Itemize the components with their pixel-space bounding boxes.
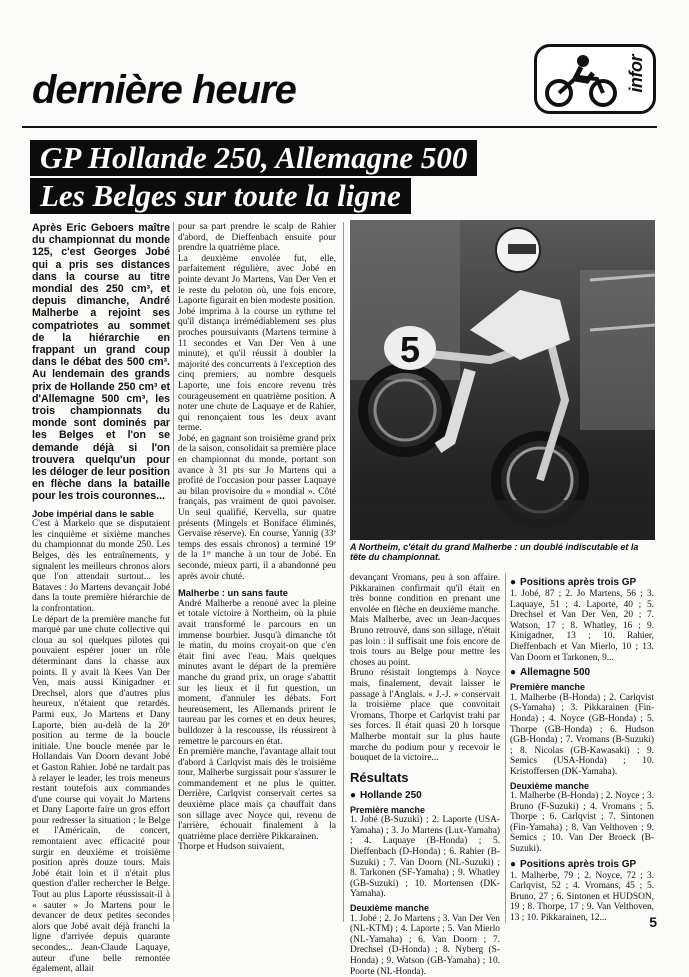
results-heading: Résultats	[350, 769, 409, 785]
body-paragraph: Le départ de la première manche fut marqué par une chute collective qui cloua au sol quelques pilotes qui pouvaient espérer jouer un rôle déterminant dans la chasse aux points. Il y avait là Kees Van Der Ven, mais aussi Kinigadner et Drechsel, alors que d'autres plus heureux, n'étaient que retardés. Parmi eux, Jo Martens et Dany Laporte, bien au-delà de la 20ᵉ position au terme de la boucle initiale. Une boucle menée par le Hollandais Van Doorn devant Jobé et Gaston Rahier. Jobé ne tardait pas à relayer le leader, les trois meneurs restant toutefois aux commandes d'une course qui voyait Jo Martens et Dany Laporte faire un gros effort pour redresser la situation ; le Belge et l'Américain, de concert, remontaient avec efficacité pour surgir en deuxième et troisième position après douze tours. Mais Jobé était loin et il n'était plus question d'aller rechercher le Belge. Tout au plus Laporte réussissait-il à « sauter » Jo Martens pour le devancer de deux petites secondes alors que Jobé avait déjà franchi la ligne d'arrivée depuis quarante secondes... Jean-Claude Laquaye, auteur d'une belle remontée également, allait	[32, 614, 170, 975]
column-divider	[173, 222, 174, 922]
body-paragraph: devançant Vromans, peu à son affaire. Pikkarainen confirmait qu'il était en très bonne condition en prenant une envolée en flèche en deuxième manche. Mais Malherbe, avec un Jean-Jacques Bruno retrouvé, dans son sillage, n'était pas loin : il suffisait une fois encore de trois tours au Belge pour mettre les choses au point.	[350, 573, 500, 668]
results-subheading: Deuxième manche	[510, 780, 590, 791]
results-section-hollande-250: ● Hollande 250	[350, 790, 500, 802]
photo-caption: A Northeim, c'était du grand Malherbe : un doublé indiscutable et la tête du championnat.	[350, 542, 639, 562]
body-paragraph: pour sa part prendre le scalp de Rahier d'abord, de Dieffenbach ensuite pour prendre la quatrième place.	[178, 222, 336, 254]
column-divider	[505, 573, 506, 923]
body-paragraph: En première manche, l'avantage allait tout d'abord à Carlqvist mais dès le troisième tour, Malherbe surgissait pour s'assurer le commandement et ne plus le quitter. Derrière, Carlqvist conservait certes sa deuxième place mais ça chauffait dans son sillage avec Noyce qui, revenu de l'arrière, échouait finalement à la quatrième place derrière Pikkarainen.	[178, 747, 336, 842]
results-section-positions-250: ● Positions après trois GP	[510, 577, 654, 589]
infor-logo	[534, 44, 656, 114]
results-subheading: Première manche	[350, 804, 426, 815]
headline-line-2	[30, 178, 411, 214]
results-list: 1. Malherbe (B-Honda) ; 2. Noyce ; 3. Bruno (F-Suzuki) ; 4. Vromans ; 5. Thorpe ; 6. Carlqvist ; 7. Sintonen (Fin-Yamaha) ; 8. Van Velthoven ; 9. Semics ; 10. Van Der Broeck (B-Suzuki).	[510, 791, 654, 855]
results-section-allemagne-500: ● Allemagne 500	[510, 667, 654, 679]
body-paragraph: La deuxième envolée fut, elle, parfaitement régulière, avec Jobé en pointe devant Jo Martens, Van Der Ven et le reste du peloton où, une fois encore, Laporte figurait en bien modeste position.	[178, 253, 336, 307]
body-paragraph: André Malherbe a renoué avec la pleine et totale victoire à Northeim, où la pluie avait transformé le parcours en un immense bourbier. Jusqu'à dimanche tôt le matin, du moins croyait-on que c'en était fini avec l'eau. Mais quelques minutes avant le départ de la première manche du grand prix, un orage s'abattit sur les lieux et il fut question, un moment, d'annuler les débats. Fort heureusement, les Allemands prirent le taureau par les cornes et en deux heures, bulldozer à la rescousse, ils réussirent à remettre le parcours en état.	[178, 598, 336, 747]
article-column-1	[32, 222, 170, 975]
body-paragraph: Bruno résistait longtemps à Noyce mais, finalement, devait laisser le passage à l'Anglais. « J.-J. » conservait la troisième place que convoitait Vromans, Thorpe et Carlqvist trahi par ses forces. Il était quasi 20 h lorsque Malherbe montait sur la plus haute marche du podium pour y recevoir le bouquet de la victoire...	[350, 668, 500, 764]
motocross-photo-image	[350, 220, 655, 540]
results-list: 1. Jobé ; 2. Jo Martens ; 3. Van Der Ven (NL-KTM) ; 4. Laporte ; 5. Van Mierlo (NL-Yamaha) ; 6. Van Doorn ; 7. Drechsel (D-Honda) ; 8. Nyberg (S-Honda) ; 9. Watson (GB-Yamaha) ; 10. Poorte (NL-Honda).	[350, 913, 500, 977]
headline-line-1	[30, 140, 477, 176]
article-column-4	[510, 573, 654, 924]
article-column-2	[178, 222, 336, 853]
logo-wordmark: infor	[626, 55, 646, 93]
body-paragraph: C'est à Markelo que se disputaient les cinquième et sixième manches du championnat du monde 250. Les Belges, dès les entraînements, y signalent les meilleurs chronos alors que l'on attendait surtout... les Bataves : Jo Martens devançait Jobé dans la toute première hiérarchie de la confrontation.	[32, 519, 170, 615]
results-list: 1. Jobé, 87 ; 2. Jo Martens, 56 ; 3. Laquaye, 51 ; 4. Laporte, 40 ; 5. Drechsel et Van Der Ven, 20 ; 7. Watson, 17 ; 8. Whatley, 16 ; 9. Kinigadner, 13 ; 10. Rahier, Dieffenbach et Van Mierlo, 10 ; 13. Van Doorn et Tarkonen, 9...	[510, 589, 654, 663]
section-title: dernière heure	[32, 68, 296, 112]
headline-line-2-text: Les Belges sur toute la ligne	[40, 178, 401, 213]
results-list: 1. Malherbe (B-Honda) ; 2. Carlqvist (S-Yamaha) ; 3. Pikkarainen (Fin-Honda) ; 4. Noyce (GB-Honda) ; 5. Thorpe (GB-Honda) ; 6. Hudson (GB-Honda) ; 7. Vromans (B-Suzuki) ; 8. Nicolas (GB-Kawasaki) ; 9. Semics (USA-Honda) ; 10. Kristoffersen (DK-Yamaha).	[510, 692, 654, 777]
motocross-rider-icon	[541, 51, 621, 109]
article-column-3	[350, 573, 500, 977]
column-divider	[343, 222, 344, 922]
body-paragraph: Jobé imprima à la course un rythme tel qu'il distança irrémédiablement ses plus proches poursuivants (Martens termine à 11 secondes et Van Der Ven à une minute), et qu'il réussit à doubler la majorité des concurrents à l'exception des cinq premiers, au nombre desquels Laporte, une fois encore revenu très courageusement en quatrième position. A noter une chute de Laquaye et de Rahier, qui renonçaient tous les deux avant terme.	[178, 306, 336, 434]
headline-line-1-text: GP Hollande 250, Allemagne 500	[40, 140, 468, 175]
results-subheading: Première manche	[510, 682, 586, 693]
results-subheading: Deuxième manche	[350, 903, 430, 914]
subheading-jobe: Jobe impérial dans le sable	[32, 507, 154, 519]
header-rule	[22, 126, 657, 128]
results-list: 1. Jobé (B-Suzuki) ; 2. Laporte (USA-Yamaha) ; 3. Jo Martens (Lux-Yamaha) ; 4. Laquaye (B-Honda) ; 5. Dieffenbach (D-Honda) ; 6. Rahier (B-Suzuki) ; 7. Van Doorn (NL-Suzuki) ; 8. Tarkonen (SF-Yamaha) ; 9. Whatley (GB-Suzuki) ; 10. Mortensen (DK-Yamaha).	[350, 815, 500, 900]
lead-paragraph: Après Eric Geboers maître du championnat du monde 125, c'est Georges Jobé qui a pris ses distances dans la course au titre mondial des 250 cm³, et depuis dimanche, André Malherbe a rejoint ses compatriotes au sommet de la hiérarchie en frappant un grand coup dans le débat des 500 cm³. Au lendemain des grands prix de Hollande 250 cm³ et d'Allemagne 500 cm³, les trois championnats du monde sont dominés par les Belges et l'on se demande déjà si l'on trouvera quelqu'un pour les déloger de leur position en flèche dans la bataille pour les trois couronnes...	[32, 222, 170, 503]
page-number: 5	[649, 914, 657, 930]
body-paragraph: Jobé, en gagnant son troisième grand prix de la saison, consolidait sa première place en championnat du monde, portant son avance à 31 pts sur Jo Martens qui a profité de l'occasion pour passer Laquaye au bilan provisoire du « mondial ». Côté français, pas vraiment de quoi pavoiser. Un seul qualifié, Kervella, sur quatre présents (Mingels et Boniface éliminés, Gervaise réserve). En course, Yannig (33ᵉ temps des essais chronos) a terminé 19ᵉ de la 1ʳᵉ manche à un tour de Jobé. En seconde, mieux parti, il a abandonné peu après avoir chuté.	[178, 433, 336, 582]
race-photo	[350, 220, 655, 540]
body-paragraph: Thorpe et Hudson suivaient,	[178, 842, 285, 853]
results-section-positions-500: ● Positions après trois GP	[510, 859, 654, 871]
subheading-malherbe: Malherbe : un sans faute	[178, 587, 288, 599]
svg-text:5: 5	[400, 329, 421, 370]
results-list: 1. Malherbe, 79 ; 2. Noyce, 72 ; 3. Carlqvist, 52 ; 4. Vromans, 45 ; 5. Bruno, 27 ; 6. Sintonen et HUDSON, 19 ; 8. Thorpe, 17 ; 9. Van Velthoven, 13 ; 10. Pikkarainen, 12...	[510, 870, 654, 924]
